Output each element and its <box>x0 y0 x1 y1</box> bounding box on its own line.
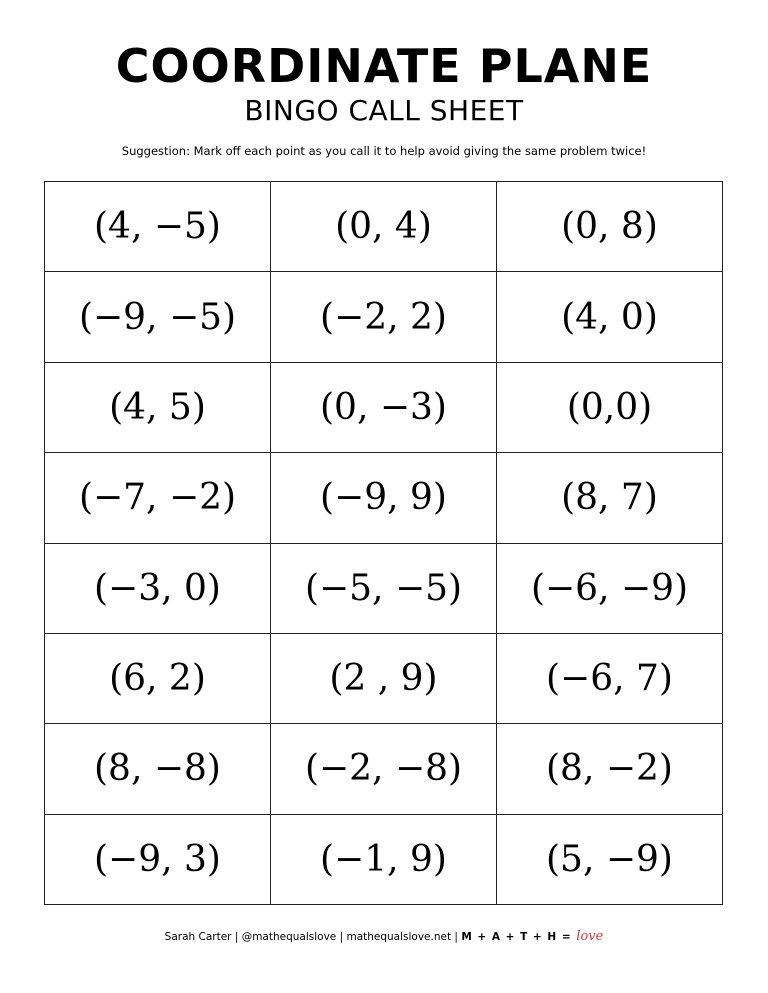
point-cell: (−7, −2) <box>45 453 271 543</box>
point-cell: (−2, 2) <box>271 272 497 362</box>
point-cell: (−9, 9) <box>271 453 497 543</box>
point-cell: (4, 5) <box>45 363 271 453</box>
point-cell: (0, −3) <box>271 363 497 453</box>
bingo-call-grid <box>44 181 723 905</box>
point-cell: (4, 0) <box>497 272 723 362</box>
point-cell: (0, 4) <box>271 182 497 272</box>
point-cell: (8, −2) <box>497 724 723 814</box>
point-cell: (5, −9) <box>497 815 723 905</box>
point-cell: (8, 7) <box>497 453 723 543</box>
footer-credits: Sarah Carter | @mathequalslove | mathequalslove.net | <box>164 931 462 943</box>
page-title: COORDINATE PLANE <box>115 39 653 93</box>
point-cell: (4, −5) <box>45 182 271 272</box>
point-cell: (2 , 9) <box>271 634 497 724</box>
love-logo: love <box>576 929 604 944</box>
point-cell: (−3, 0) <box>45 544 271 634</box>
point-cell: (−9, −5) <box>45 272 271 362</box>
point-cell: (−5, −5) <box>271 544 497 634</box>
point-cell: (0, 8) <box>497 182 723 272</box>
point-cell: (8, −8) <box>45 724 271 814</box>
suggestion-text: Suggestion: Mark off each point as you call it to help avoid giving the same problem twice! <box>121 144 647 158</box>
point-cell: (−2, −8) <box>271 724 497 814</box>
page-subtitle: BINGO CALL SHEET <box>244 94 524 127</box>
point-cell: (−9, 3) <box>45 815 271 905</box>
point-cell: (0,0) <box>497 363 723 453</box>
point-cell: (−6, 7) <box>497 634 723 724</box>
point-cell: (−1, 9) <box>271 815 497 905</box>
point-cell: (−6, −9) <box>497 544 723 634</box>
point-cell: (6, 2) <box>45 634 271 724</box>
footer-brand: M + A + T + H = <box>461 931 577 943</box>
footer <box>0 929 768 945</box>
